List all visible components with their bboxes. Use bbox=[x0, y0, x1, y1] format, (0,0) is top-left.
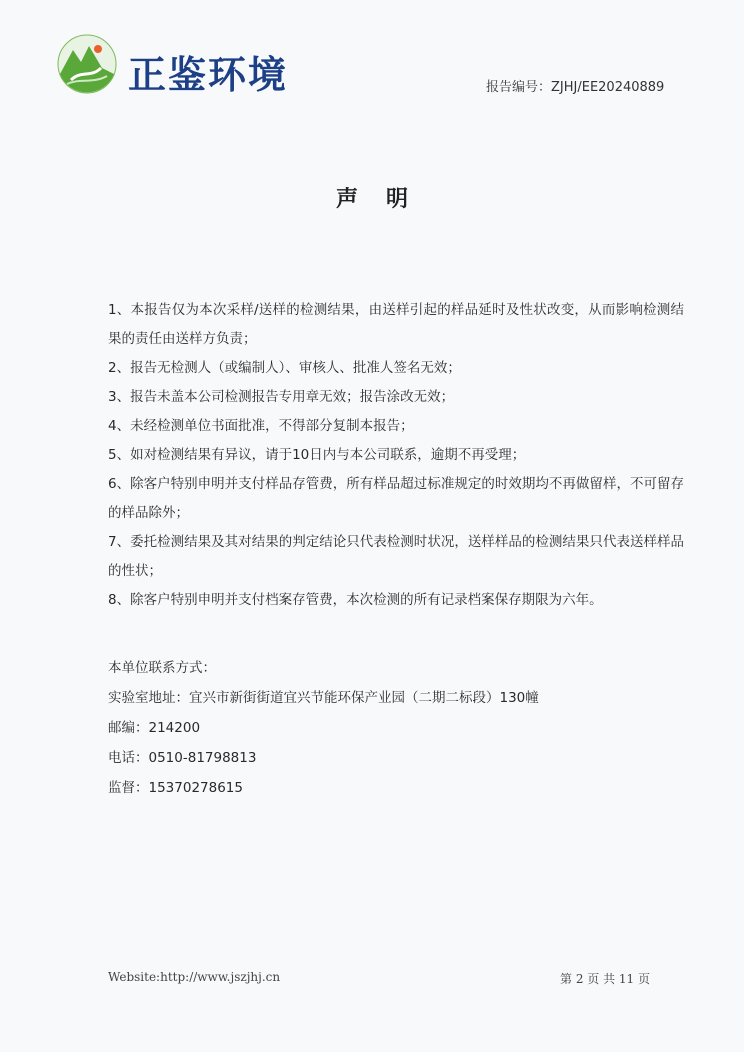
statement-item-4: 4、未经检测单位书面批准，不得部分复制本报告； bbox=[108, 418, 414, 434]
mountain-river-logo-icon bbox=[57, 34, 117, 94]
footer-website: Website:http://www.jszjhj.cn bbox=[108, 970, 281, 984]
contact-address: 实验室地址：宜兴市新街街道宜兴节能环保产业园（二期二标段）130幢 bbox=[108, 690, 539, 706]
page-title: 声明 bbox=[335, 187, 436, 212]
statement-item-8: 8、除客户特别申明并支付档案存管费，本次检测的所有记录档案保存期限为六年。 bbox=[108, 592, 603, 608]
company-brand-name: 正鉴环境 bbox=[128, 53, 289, 97]
statement-item-5: 5、如对检测结果有异议，请于10日内与本公司联系，逾期不再受理； bbox=[108, 447, 526, 463]
statement-list bbox=[108, 296, 684, 615]
contact-heading: 本单位联系方式： bbox=[108, 660, 216, 676]
statement-item-3: 3、报告未盖本公司检测报告专用章无效；报告涂改无效； bbox=[108, 389, 455, 405]
footer-page-number: 第 2 页 共 11 页 bbox=[560, 972, 650, 986]
statement-item-1: 1、本报告仅为本次采样/送样的检测结果，由送样引起的样品延时及性状改变，从而影响检测结果的责任由送样方负责； bbox=[108, 302, 684, 347]
contact-postcode: 邮编：214200 bbox=[108, 720, 201, 736]
contact-supervision: 监督：15370278615 bbox=[108, 780, 243, 796]
statement-item-6: 6、除客户特别申明并支付样品存管费，所有样品超过标准规定的时效期均不再做留样，不可留存的样品除外； bbox=[108, 476, 684, 521]
report-number: 报告编号：ZJHJ/EE20240889 bbox=[486, 80, 665, 95]
statement-item-7: 7、委托检测结果及其对结果的判定结论只代表检测时状况，送样样品的检测结果只代表送样样品的性状； bbox=[108, 534, 684, 579]
contact-phone: 电话：0510-81798813 bbox=[108, 750, 257, 766]
statement-item-2: 2、报告无检测人（或编制人）、审核人、批准人签名无效； bbox=[108, 360, 461, 376]
contact-section bbox=[108, 653, 684, 803]
